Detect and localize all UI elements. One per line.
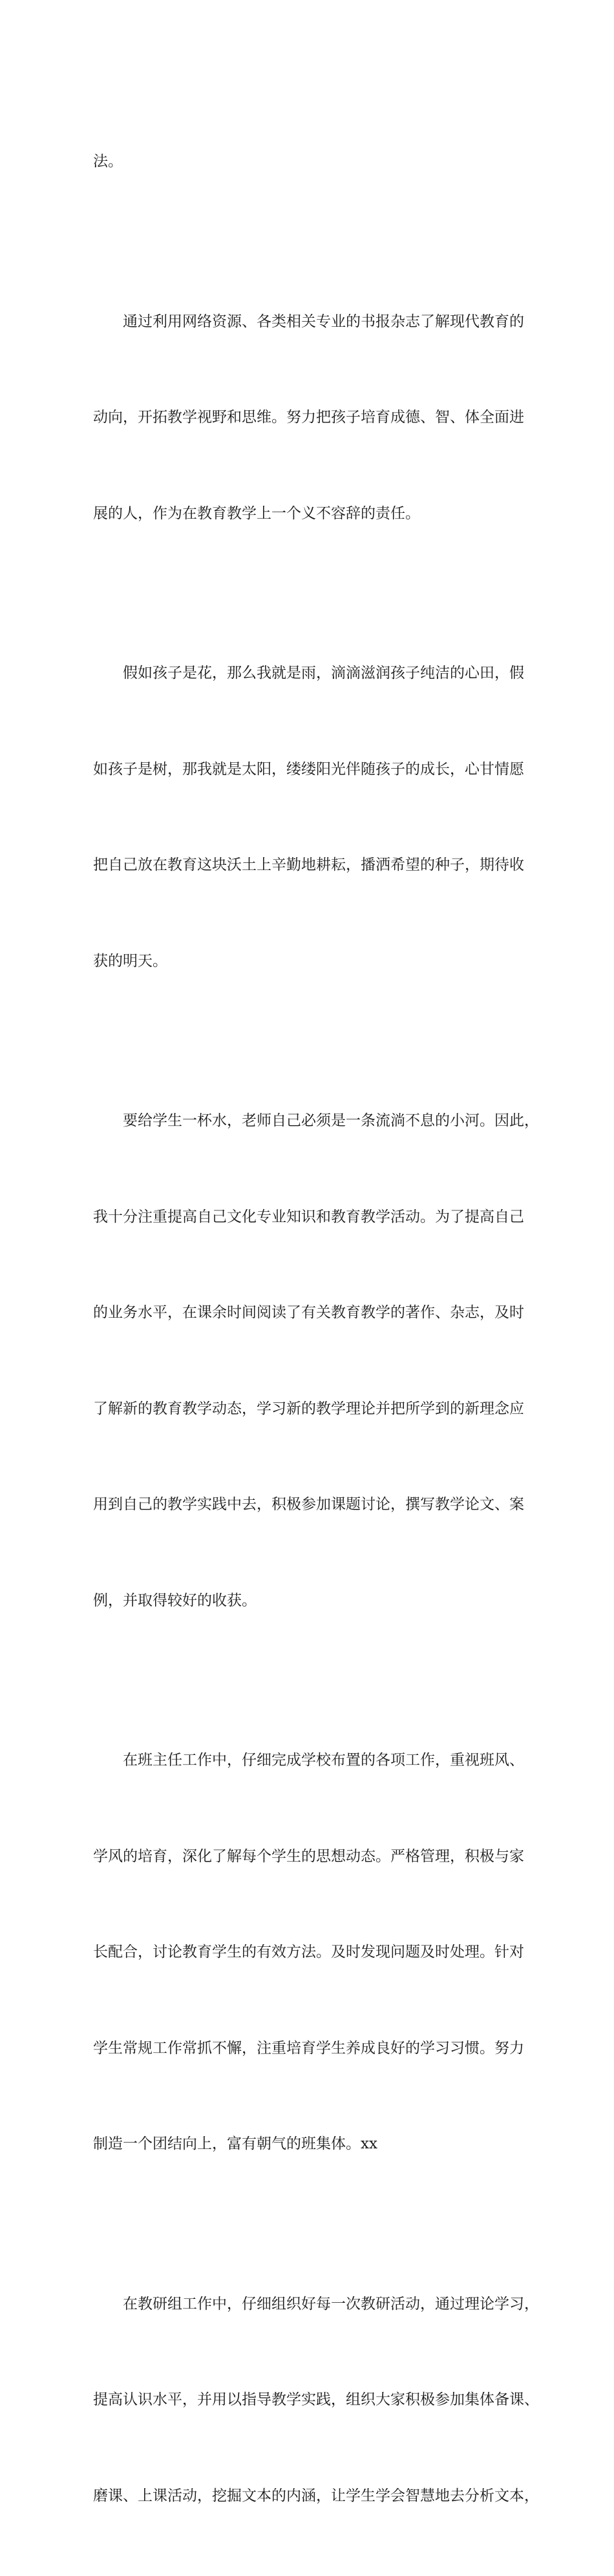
text-line: 通过利用网络资源、各类相关专业的书报杂志了解现代教育的	[93, 306, 530, 338]
text-line: 要给学生一杯水，老师自己必须是一条流淌不息的小河。因此，	[93, 1105, 530, 1137]
text-line: 假如孩子是花，那么我就是雨，滴滴滋润孩子纯洁的心田，假	[93, 658, 530, 690]
text-line: 我十分注重提高自己文化专业知识和教育教学活动。为了提高自己	[93, 1201, 530, 1234]
text-line: 学生常规工作常抓不懈，注重培育学生养成良好的学习习惯。努力	[93, 2033, 530, 2065]
paragraph-5	[93, 1681, 530, 2225]
text-line: 磨课、上课活动，挖掘文本的内涵，让学生学会智慧地去分析文本，	[93, 2480, 530, 2513]
paragraph-6	[93, 2225, 530, 2576]
text-line: 展的人，作为在教育教学上一个义不容辞的责任。	[93, 498, 530, 530]
text-line: 动向，开拓教学视野和思维。努力把孩子培育成德、智、体全面进	[93, 402, 530, 434]
paragraph-2	[93, 242, 530, 594]
text-line: 例，并取得较好的收获。	[93, 1585, 530, 1617]
text-line: 把自己放在教育这块沃土上辛勤地耕耘，播洒希望的种子，期待收	[93, 849, 530, 882]
text-line: 制造一个团结向上，富有朝气的班集体。xx	[93, 2128, 530, 2161]
text-line: 在班主任工作中，仔细完成学校布置的各项工作，重视班风、	[93, 1745, 530, 1777]
text-line: 的业务水平，在课余时间阅读了有关教育教学的著作、杂志，及时	[93, 1297, 530, 1329]
document-page	[0, 0, 614, 868]
text-line: 长配合，讨论教育学生的有效方法。及时发现问题及时处理。针对	[93, 1937, 530, 1969]
text-line: 如孩子是树，那我就是太阳，缕缕阳光伴随孩子的成长，心甘情愿	[93, 754, 530, 786]
text-line: 提高认识水平，并用以指导教学实践，组织大家积极参加集体备课、	[93, 2384, 530, 2416]
text-line: 学风的培育，深化了解每个学生的思想动态。严格管理，积极与家	[93, 1841, 530, 1873]
document-body	[93, 82, 530, 2576]
paragraph-3	[93, 594, 530, 1041]
text-line: 法。	[93, 146, 530, 178]
text-line: 在教研组工作中，仔细组织好每一次教研活动，通过理论学习，	[93, 2289, 530, 2321]
paragraph-4	[93, 1041, 530, 1681]
text-line: 了解新的教育教学动态，学习新的教学理论并把所学到的新理念应	[93, 1393, 530, 1426]
text-line: 获的明天。	[93, 946, 530, 978]
text-line: 用到自己的教学实践中去，积极参加课题讨论，撰写教学论文、案	[93, 1489, 530, 1521]
paragraph-1	[93, 82, 530, 242]
